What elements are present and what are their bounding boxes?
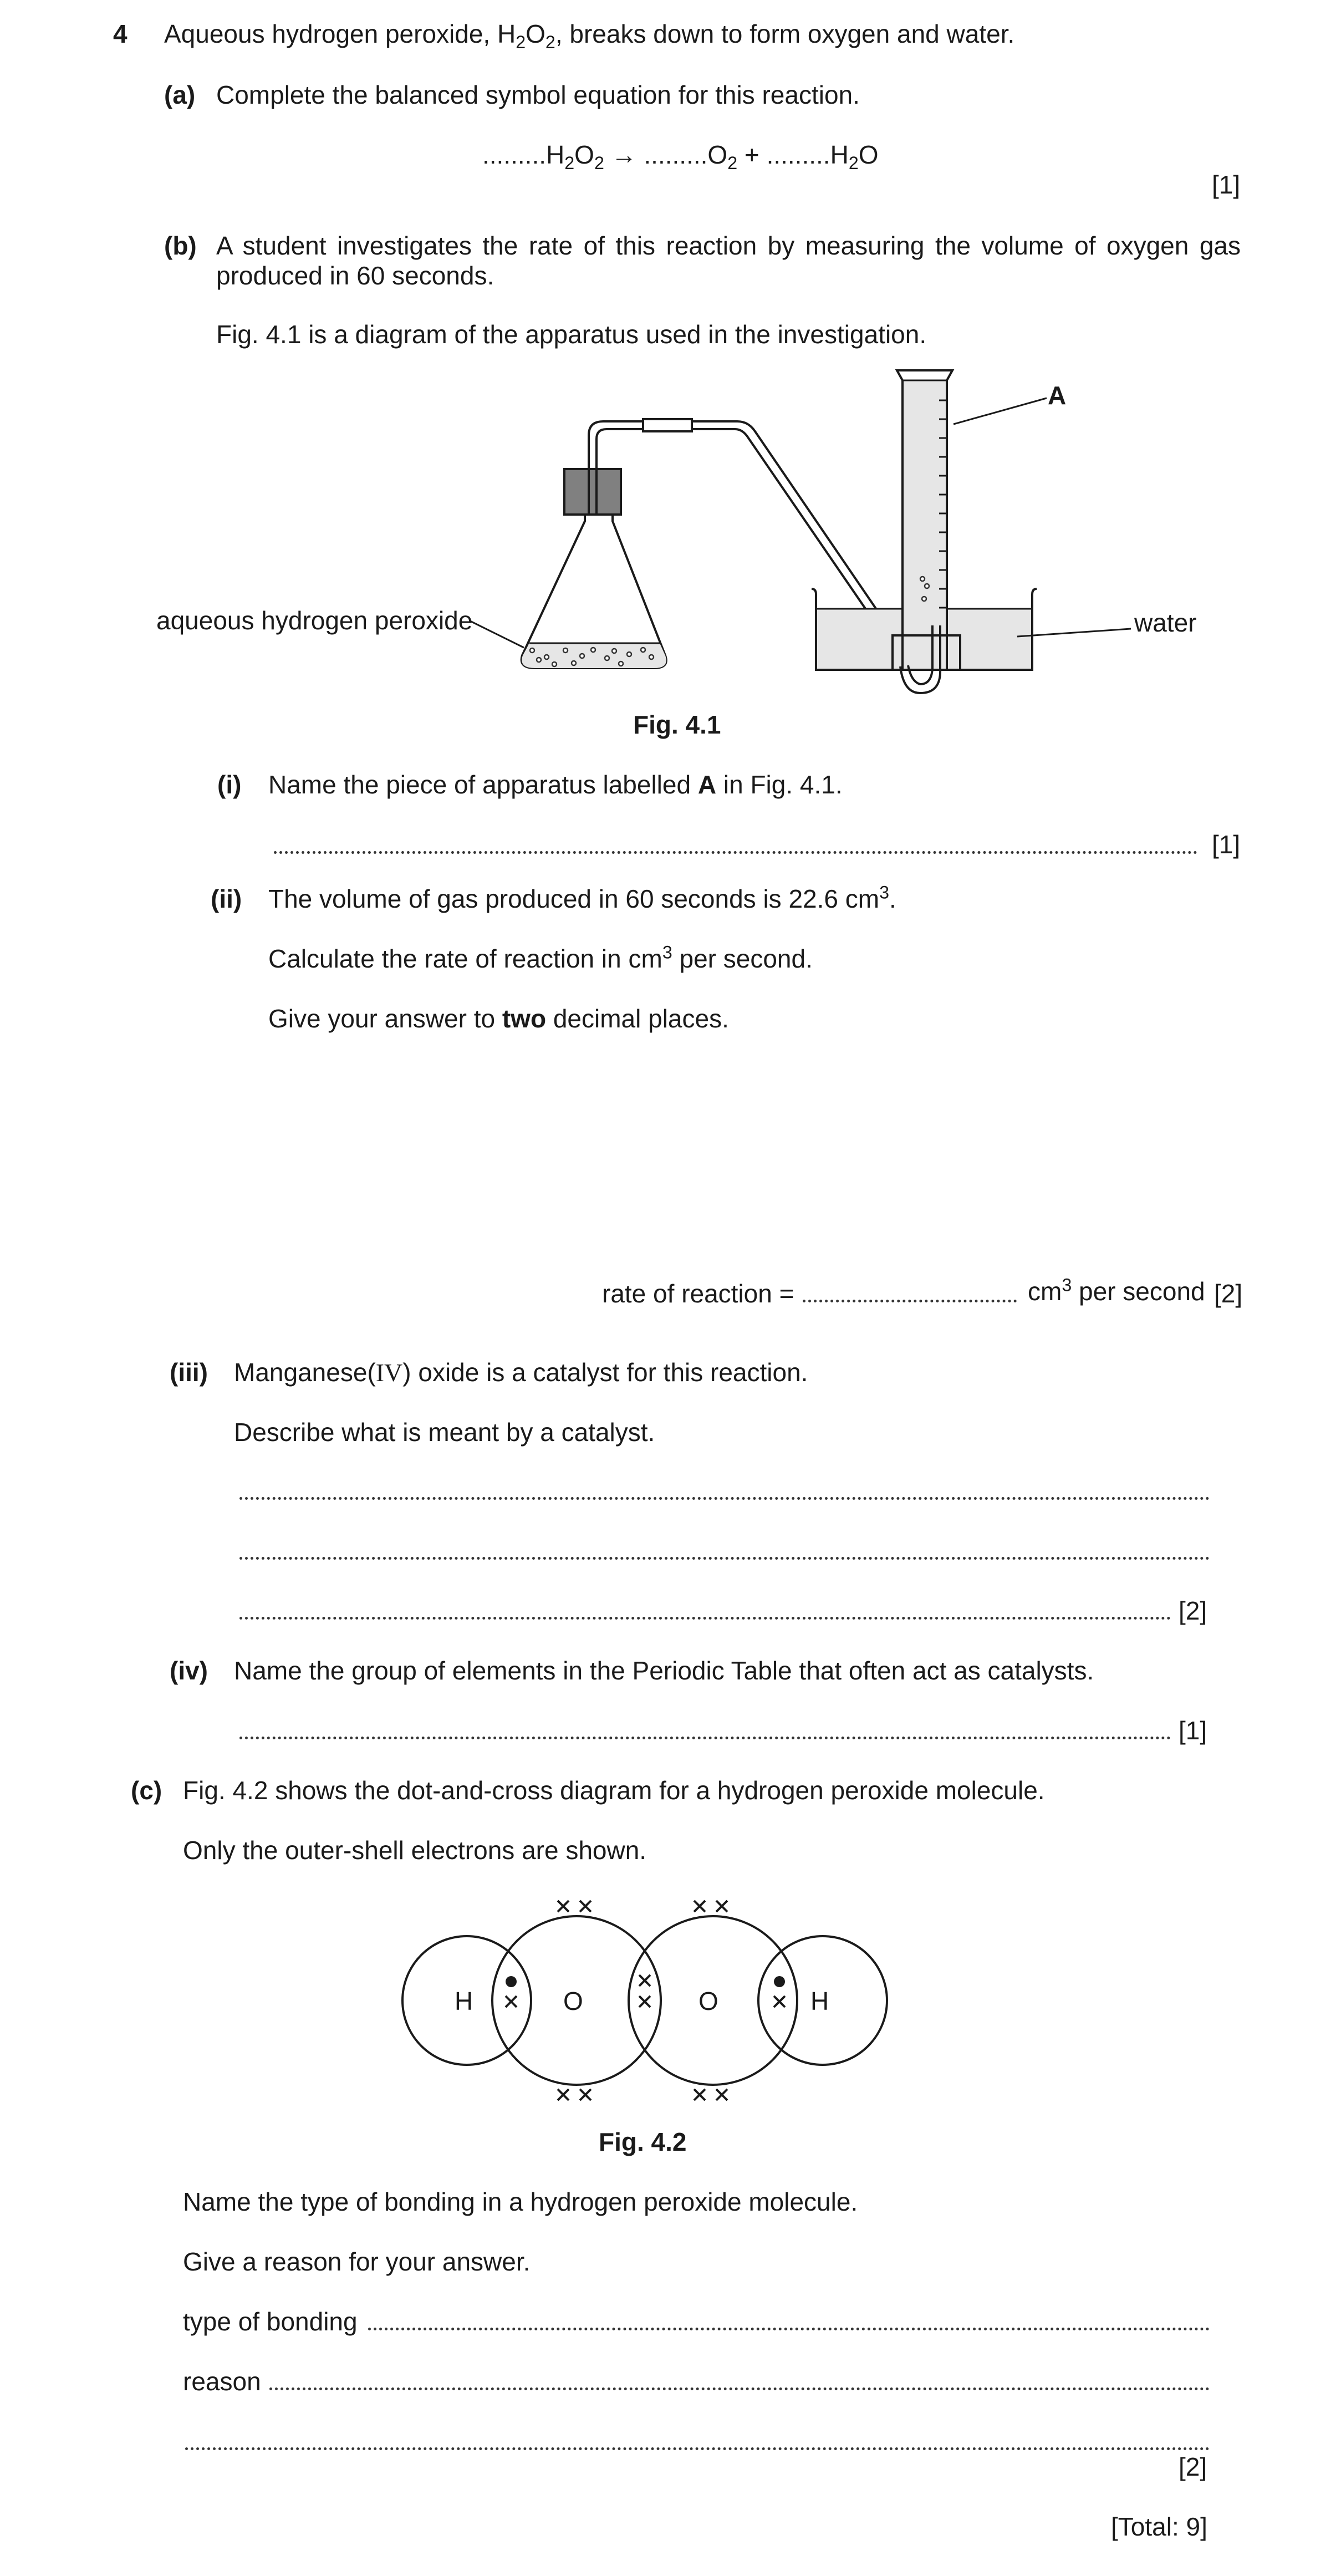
part-b-ii-line2-end: per second. [672,944,813,973]
fig-4-1-caption: Fig. 4.1 [633,710,721,739]
part-b-iv-text: Name the group of elements in the Periodic Table that often act as catalysts. [234,1656,1094,1685]
part-b-text-line1: A student investigates the rate of this reaction by measuring the volume of oxygen gas [216,231,1241,260]
part-a-mark: [1] [1212,170,1241,199]
reason-label: reason [183,2367,261,2396]
fig-4-2-caption: Fig. 4.2 [599,2127,687,2156]
fig-label-water: water [1134,608,1197,637]
part-b-label: (b) [164,231,197,260]
rate-answer-line[interactable] [803,1300,1017,1302]
eq-sub: 2 [564,153,575,174]
part-b-i-mark: [1] [1212,830,1241,859]
part-b-ii-line2 [268,942,813,973]
part-b-iv-label: (iv) [170,1656,208,1685]
part-c-label: (c) [131,1776,162,1805]
reason-answer-line-1[interactable] [269,2387,1210,2390]
eq-reactant[interactable]: .........H [482,140,565,169]
part-b-text-line2: produced in 60 seconds. [216,261,494,290]
intro-sub-2: 2 [545,32,555,53]
part-b-i-text [268,772,843,797]
atom-H2: H [810,1987,829,2015]
eq-sub: 2 [848,153,859,174]
fig-4-2-diagram [0,1885,1341,2107]
part-b-iii-line2: Describe what is meant by a catalyst. [234,1418,655,1447]
atom-O2: O [698,1987,718,2015]
part-b-ii-label: (ii) [211,884,242,913]
sup: 3 [879,882,889,903]
part-c-mark: [2] [1179,2452,1207,2481]
eq-sub: 2 [594,153,604,174]
fig-4-1-diagram [0,366,1341,710]
part-b-iii-label: (iii) [170,1358,208,1387]
rate-answer-unit [1028,1275,1205,1306]
total-marks: [Total: 9] [1111,2512,1207,2541]
answer-line-b-iii-3[interactable] [239,1617,1171,1620]
bonding-answer-line[interactable] [368,2328,1210,2330]
answer-line-b-iii-1[interactable] [239,1497,1210,1500]
unit-cm: cm [1028,1277,1062,1306]
sup: 3 [1062,1275,1072,1295]
intro-text-3: , breaks down to form oxygen and water. [555,19,1015,48]
eq-reactant-o: O [574,140,594,169]
part-b-iii-line1-text: Manganese( [234,1358,376,1387]
intro-text-2: O [526,19,545,48]
part-b-ii-line1-text: The volume of gas produced in 60 seconds is 22.6 cm [268,884,880,913]
sup: 3 [662,942,672,963]
eq-product-h2o-o: O [858,140,879,169]
unit-per-second: per second [1072,1277,1205,1306]
intro-text-1: Aqueous hydrogen peroxide, H [164,19,516,48]
question-intro [164,19,1015,53]
part-b-iii-line1 [234,1360,808,1386]
roman-numeral: IV [375,1358,403,1387]
reason-answer-line-2[interactable] [185,2447,1210,2450]
part-b-ii-line3 [268,1006,729,1031]
eq-arrow: → [604,140,644,169]
part-a-label: (a) [164,80,196,109]
part-a-equation [482,140,879,174]
part-b-ii-line2-text: Calculate the rate of reaction in cm [268,944,662,973]
part-b-ii-mark: [2] [1214,1279,1243,1308]
part-c-line3: Name the type of bonding in a hydrogen peroxide molecule. [183,2187,858,2216]
atom-H1: H [455,1987,473,2015]
part-c-line1: Fig. 4.2 shows the dot-and-cross diagram for a hydrogen peroxide molecule. [183,1776,1045,1805]
question-number: 4 [113,19,128,48]
rate-answer-label: rate of reaction = [602,1279,794,1308]
fig-label-A: A [1048,381,1067,410]
stopper [564,469,621,515]
part-b-i-text-2: in Fig. 4.1. [716,770,843,799]
bonding-label: type of bonding [183,2307,358,2336]
tube-connector [643,419,692,431]
part-b-i-text-1: Name the piece of apparatus labelled [268,770,698,799]
part-b-ii-line3-text: Give your answer to [268,1004,502,1033]
answer-line-b-iv[interactable] [239,1737,1171,1739]
part-c-line2: Only the outer-shell electrons are shown. [183,1836,647,1865]
fig-4-1-intro: Fig. 4.1 is a diagram of the apparatus used in the investigation. [216,320,927,349]
part-b-i-text-bold: A [697,770,717,799]
fig-label-peroxide: aqueous hydrogen peroxide [156,606,473,635]
atom-O1: O [563,1987,583,2015]
leader-line-A [954,398,1047,424]
part-b-ii-line1 [268,882,896,913]
part-b-iv-mark: [1] [1179,1716,1207,1745]
electron-crosses [506,1901,785,2100]
eq-plus: + [737,140,767,169]
part-a-text: Complete the balanced symbol equation for this reaction. [216,80,860,109]
part-b-ii-line3-bold: two [502,1004,547,1033]
intro-sub-1: 2 [516,32,526,53]
leader-line-water [1017,629,1131,637]
part-b-ii-line1-end: . [889,884,896,913]
answer-line-b-i[interactable] [274,851,1197,854]
flask-liquid [522,643,666,668]
part-b-iii-line1-end: ) oxide is a catalyst for this reaction. [402,1358,808,1387]
eq-product-o2[interactable]: .........O [644,140,728,169]
leader-line-peroxide [470,621,524,648]
part-b-iii-mark: [2] [1179,1596,1207,1625]
eq-sub: 2 [727,153,738,174]
part-b-i-label: (i) [217,770,242,799]
answer-line-b-iii-2[interactable] [239,1557,1210,1560]
part-c-line4: Give a reason for your answer. [183,2247,531,2276]
eq-product-h2o[interactable]: .........H [766,140,849,169]
part-b-ii-line3-end: decimal places. [546,1004,729,1033]
